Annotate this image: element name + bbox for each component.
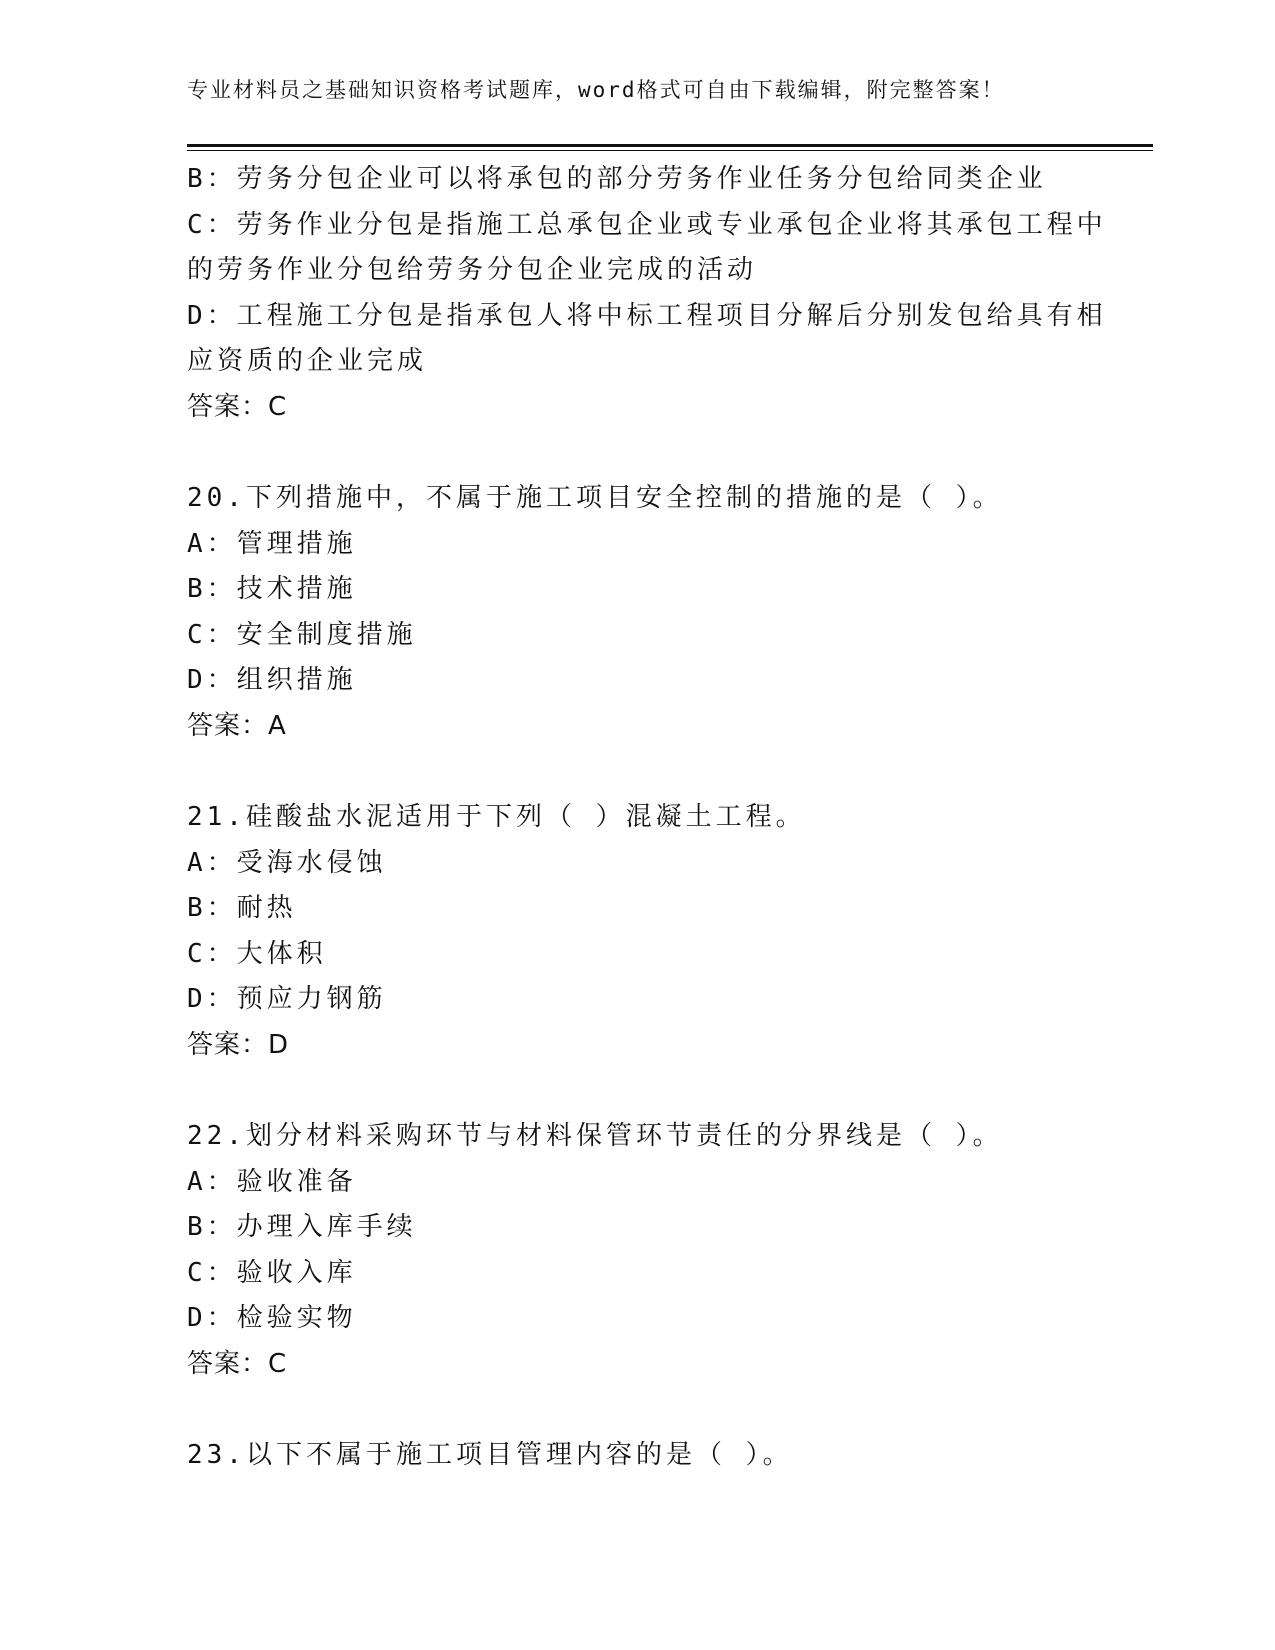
q22-option-c: C：验收入库 [187, 1257, 357, 1288]
header-rule-thin [187, 150, 1153, 151]
q21-option-a: A：受海水侵蚀 [187, 847, 387, 878]
q21-option-d: D：预应力钢筋 [187, 984, 387, 1014]
page-header: 专业材料员之基础知识资格考试题库，word格式可自由下载编辑，附完整答案！ [187, 78, 1005, 102]
question-content [187, 157, 1107, 1479]
q19-option-c-line1: C：劳务作业分包是指施工总承包企业或专业承包企业将其承包工程中 [187, 209, 1107, 240]
q20-option-b: B：技术措施 [187, 574, 357, 604]
q19-option-b: B：劳务分包企业可以将承包的部分劳务作业任务分包给同类企业 [187, 164, 1047, 194]
q22-option-a: A：验收准备 [187, 1166, 357, 1197]
question-22 [187, 1114, 1087, 1387]
q22-stem: 22.划分材料采购环节与材料保管环节责任的分界线是（ ）。 [187, 1121, 1003, 1151]
q20-option-a: A：管理措施 [187, 528, 357, 559]
q21-answer: 答案：D [187, 1029, 290, 1060]
question-21 [187, 795, 1087, 1068]
q20-option-d: D：组织措施 [187, 665, 357, 695]
question-19-continued [187, 157, 1107, 430]
q22-answer: 答案：C [187, 1348, 288, 1379]
q23-stem: 23.以下不属于施工项目管理内容的是（ ）。 [187, 1440, 793, 1470]
q19-option-c-line2: 的劳务作业分包给劳务分包企业完成的活动 [187, 255, 758, 285]
q22-option-d: D：检验实物 [187, 1303, 357, 1333]
q22-option-b: B：办理入库手续 [187, 1212, 417, 1242]
question-20 [187, 476, 1087, 749]
q20-stem: 20.下列措施中，不属于施工项目安全控制的措施的是（ ）。 [187, 483, 1003, 513]
q21-stem: 21.硅酸盐水泥适用于下列（ ）混凝土工程。 [187, 802, 806, 832]
q19-option-d-line1: D：工程施工分包是指承包人将中标工程项目分解后分别发包给具有相 [187, 300, 1107, 331]
question-23 [187, 1433, 1087, 1479]
header-rule-thick [187, 144, 1153, 147]
q21-option-c: C：大体积 [187, 938, 327, 969]
q19-option-d-line2: 应资质的企业完成 [187, 346, 428, 376]
q20-option-c: C：安全制度措施 [187, 619, 417, 650]
q19-answer: 答案：C [187, 391, 288, 422]
q21-option-b: B：耐热 [187, 893, 297, 923]
q20-answer: 答案：A [187, 710, 287, 741]
